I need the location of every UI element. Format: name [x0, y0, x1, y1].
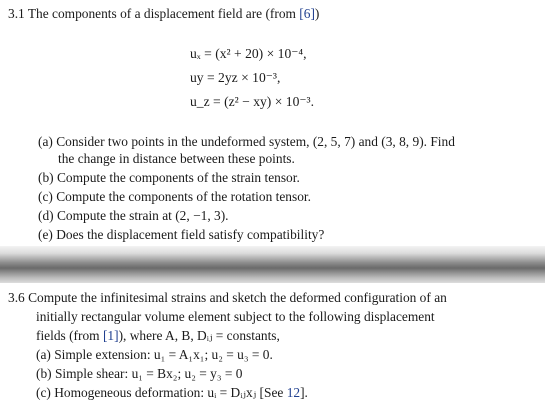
item-c-start: (c) Homogeneous deformation: uᵢ = Dᵢⱼxⱼ [See [36, 385, 287, 400]
page-divider [0, 246, 545, 286]
problem-intro: The components of a displacement field are (from [27, 6, 300, 21]
item-b: (b) Simple shear: u₁ = Bx₂; u₂ = y₃ = 0 [36, 366, 243, 381]
problem-number: 3.6 [8, 290, 25, 305]
citation-link[interactable]: [6] [299, 6, 315, 21]
item-e: (e) Does the displacement field satisfy compatibility? [38, 227, 325, 242]
item-c-end: ]. [300, 385, 308, 400]
citation-link[interactable]: 12 [286, 385, 301, 400]
problem-3-6-line2: initially rectangular volume element subject to the following displacement [36, 309, 435, 324]
item-d: (d) Compute the strain at (2, −1, 3). [38, 208, 229, 223]
problem-3-6-line3 [36, 328, 280, 344]
item-c [36, 385, 308, 401]
item-a: (a) Simple extension: u₁ = A₁x₁; u₂ = u₃ = 0. [36, 347, 273, 362]
problem-3-1-header [8, 6, 319, 22]
problem-3-6-line1 [8, 290, 447, 306]
problem-number: 3.1 [8, 6, 25, 21]
item-a: (a) Consider two points in the undeformed system, (2, 5, 7) and (3, 8, 9). Find [38, 134, 455, 149]
equation-uz: u_z = (z² − xy) × 10⁻³. [190, 94, 315, 109]
equation-uy: uy = 2yz × 10⁻³, [190, 70, 281, 85]
problem-text: Compute the infinitesimal strains and sketch the deformed configuration of an [28, 290, 447, 305]
citation-link[interactable]: [1] [102, 328, 119, 343]
item-a-cont: the change in distance between these points. [58, 151, 295, 166]
equation-ux: uₓ = (x² + 20) × 10⁻⁴, [190, 46, 307, 61]
line3-end: ), where A, B, Dᵢⱼ = constants, [118, 328, 280, 343]
problem-intro-end: ) [314, 6, 320, 21]
line3-start: fields (from [36, 328, 103, 343]
item-c: (c) Compute the components of the rotation tensor. [38, 189, 311, 204]
item-b: (b) Compute the components of the strain tensor. [38, 170, 300, 185]
